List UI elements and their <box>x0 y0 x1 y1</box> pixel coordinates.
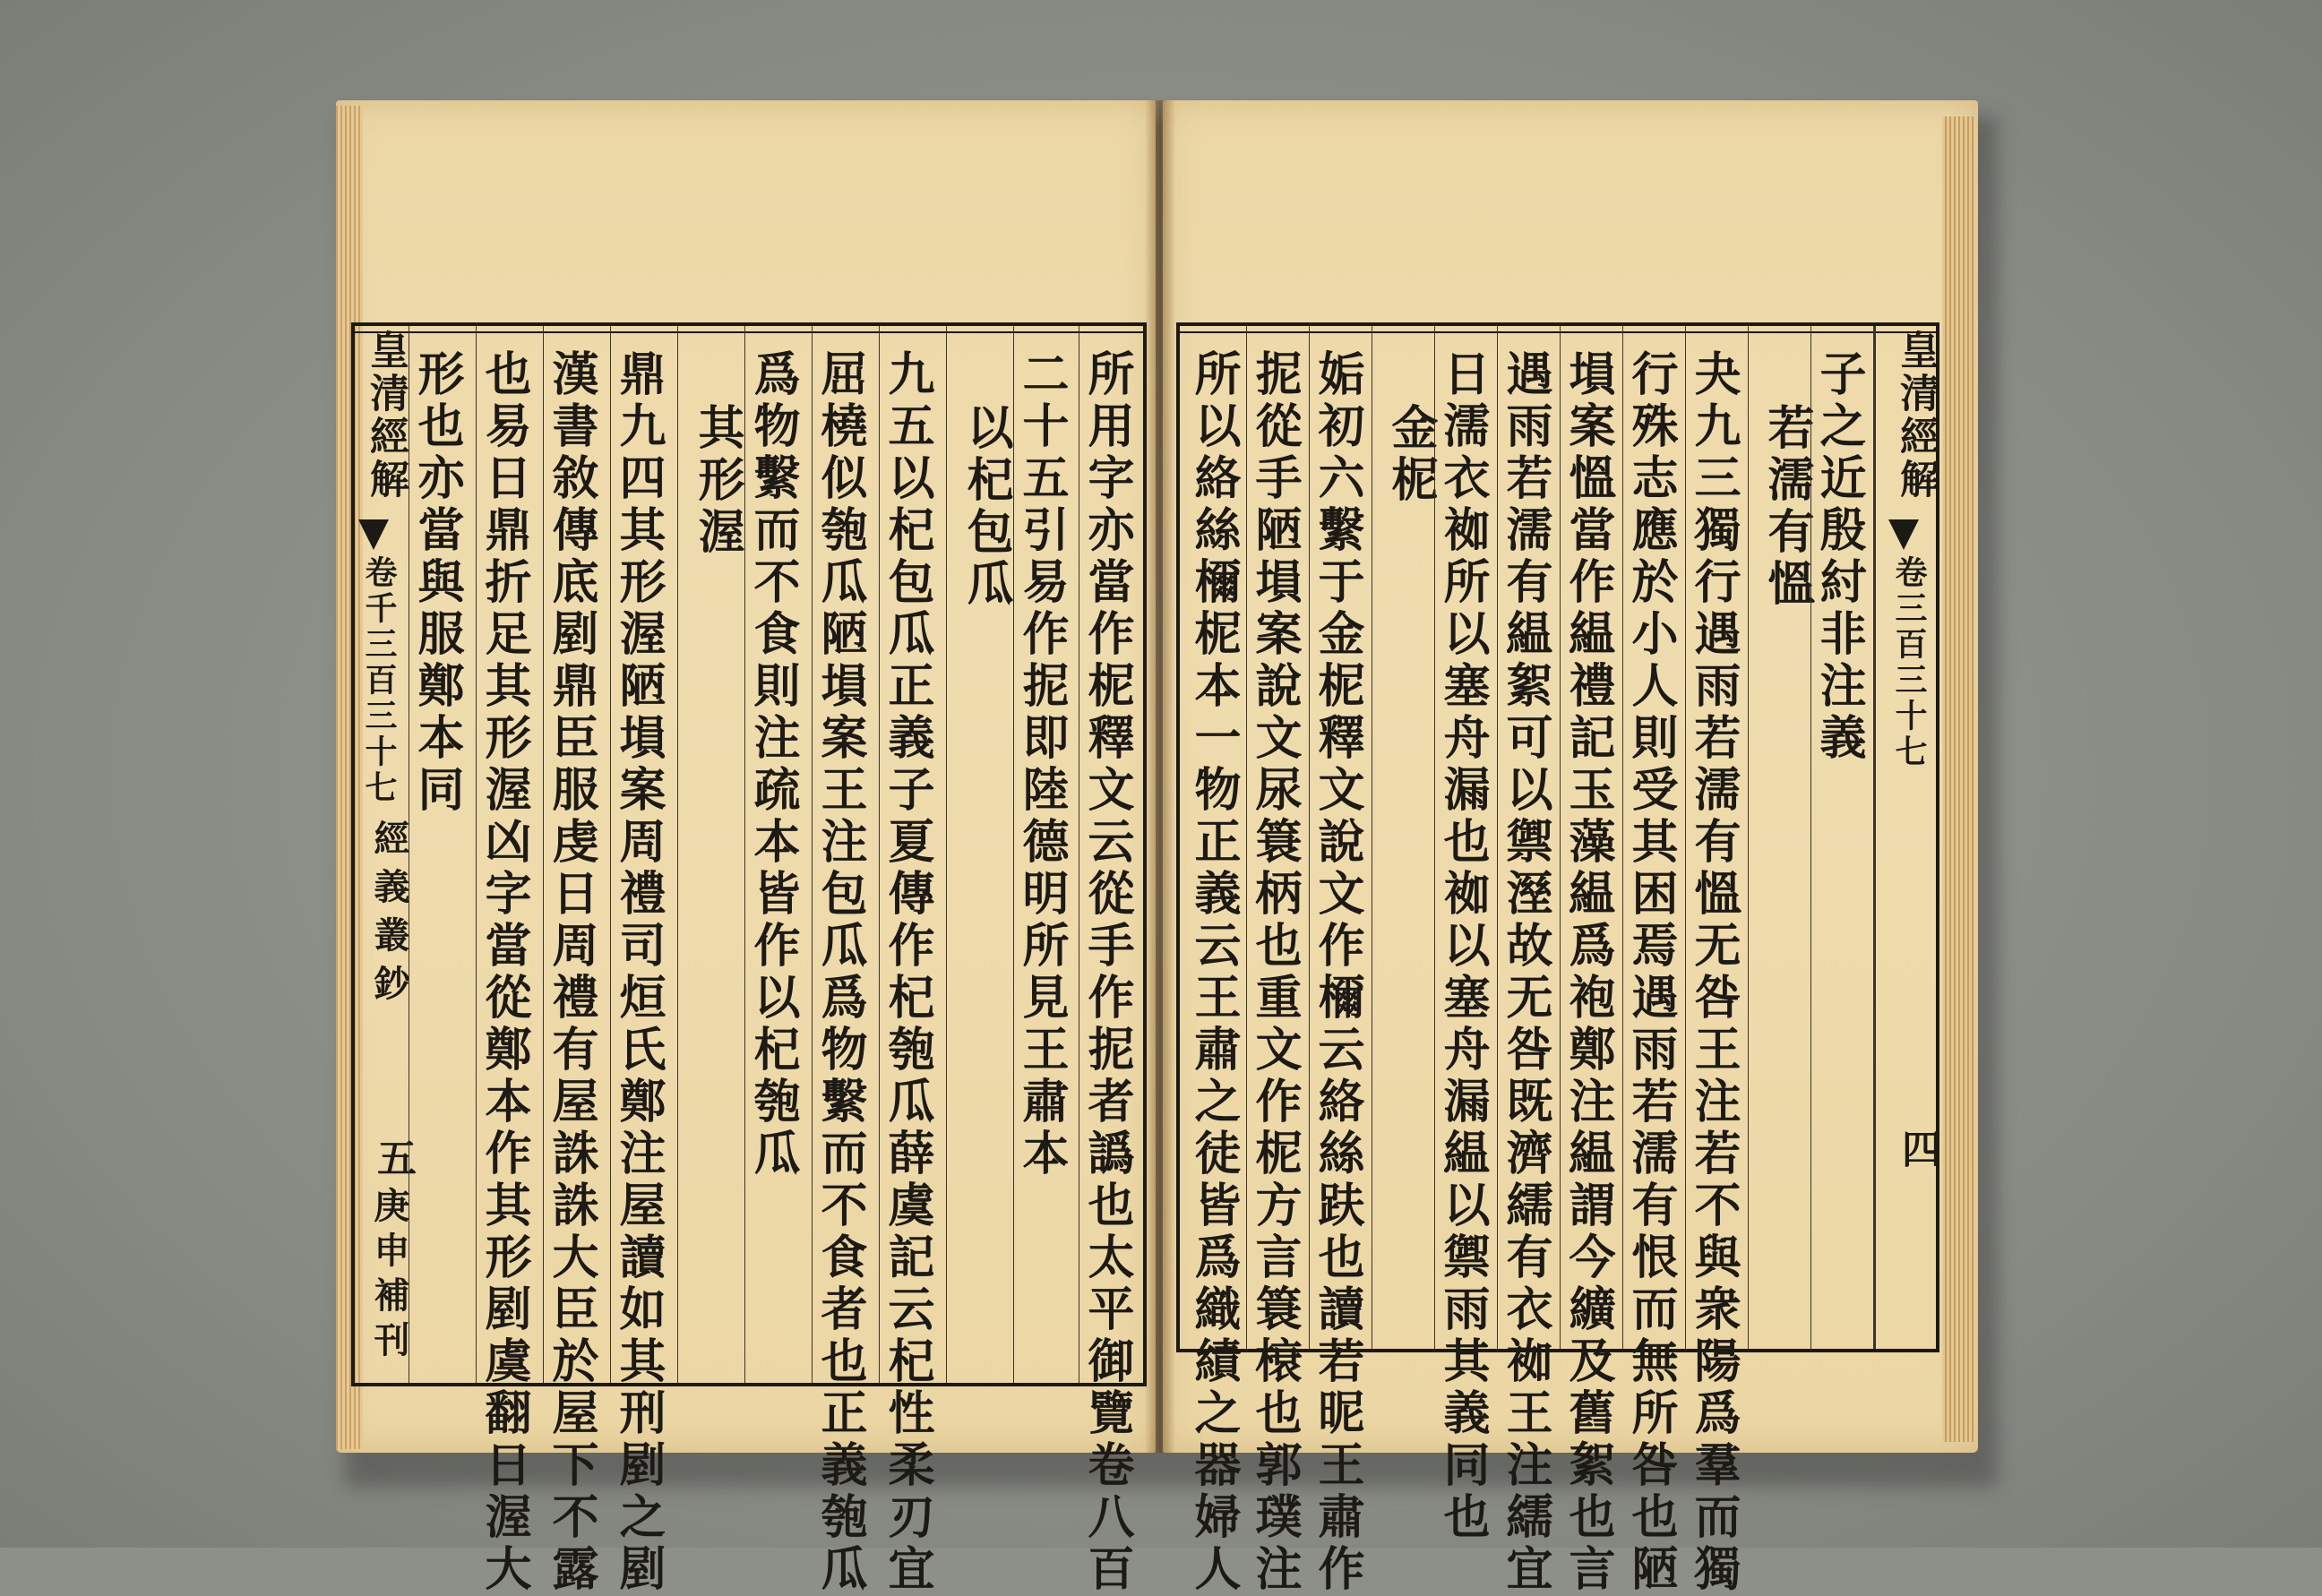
right-column-rule <box>1748 326 1749 1349</box>
left-text-column-9: 以杞包瓜 <box>959 403 1013 611</box>
right-text-column-4: 行殊志應於小人則受其困焉遇雨若濡有恨而無所咎也陋 <box>1623 349 1678 1596</box>
left-text-column-6: 爲物繫而不食則注疏本皆作以杞匏瓜 <box>745 349 800 1180</box>
right-margin-leaf: 四 <box>1895 1128 1940 1171</box>
left-text-column-10: 二十五引易作抳即陸德明所見王肅本 <box>1014 349 1069 1180</box>
right-text-frame <box>1176 322 1939 1596</box>
left-text-frame <box>351 322 1147 1596</box>
left-column-rule <box>677 326 678 1383</box>
right-text-column-7: 日濡衣袽所以塞舟漏也袽以塞舟漏緼以禦雨其義同也 <box>1435 349 1490 1544</box>
right-frame-inner-rule <box>1180 331 1936 333</box>
right-text-column-5: 塤案慍當作緼禮記玉藻緼爲袍鄭注緼謂今纊及舊絮也言 <box>1561 349 1615 1596</box>
left-text-column-4: 鼎九四其形渥陋塤案周禮司烜氏鄭注屋讀如其刑剭之剭 <box>611 349 666 1596</box>
left-text-column-8: 九五以杞包瓜正義子夏傳作杞匏瓜薛虞記云杞性柔刃宜 <box>880 349 934 1596</box>
right-text-column-8: 金柅 <box>1383 403 1438 507</box>
left-text-column-1: 形也亦當與服鄭本同 <box>409 349 464 817</box>
book-gutter <box>1145 100 1175 1453</box>
right-margin-rule <box>1873 326 1876 1349</box>
left-margin-leaf: 五 <box>370 1137 416 1180</box>
right-text-column-11: 所以絡絲檷柅本一物正義云王肅之徒皆爲織績之器婦人 <box>1186 349 1241 1596</box>
left-text-column-2: 也易日鼎折足其形渥凶字當從鄭本作其形剭虞翻日渥大 <box>477 349 531 1596</box>
right-text-column-6: 遇雨若濡有緼絮可以禦溼故无咎既濟繻有衣袽王注繻宜 <box>1498 349 1552 1596</box>
left-text-column-3: 漢書敘傳底剭鼎臣服虔日周禮有屋誅誅大臣於屋下不露 <box>544 349 598 1596</box>
right-text-column-1: 子之近殷紂非注義 <box>1811 349 1866 765</box>
right-page-edges <box>1942 116 1974 1442</box>
right-text-column-10: 抳從手陋塤案說文尿簑柄也重文作柅方言簑榱也郭璞注 <box>1247 349 1302 1596</box>
right-margin-volume: 卷三百三十七 <box>1890 555 1928 770</box>
left-text-column-7: 屈橈似匏瓜陋塤案王注包瓜爲物繫而不食者也正義匏瓜 <box>813 349 867 1596</box>
left-text-column-11: 所用字亦當作柅釋文云從手作抳者譌也太平御覽卷八百 <box>1079 349 1134 1596</box>
left-margin-note: 庚申補刊 <box>368 1187 410 1366</box>
left-column-rule <box>946 326 947 1383</box>
left-margin-title: 皇清經解 <box>363 330 408 502</box>
right-text-column-9: 姤初六繫于金柅釋文說文作檷云絡絲趺也讀若昵王肅作 <box>1310 349 1364 1596</box>
left-margin-collection: 經義叢鈔 <box>368 819 410 1013</box>
right-margin-title: 皇清經解 <box>1893 330 1939 502</box>
left-margin-volume: 卷千三百三十七 <box>360 555 398 806</box>
right-text-column-3: 夬九三獨行遇雨若濡有慍无咎王注若不與衆陽爲羣而獨 <box>1686 349 1741 1596</box>
left-text-column-5: 其形渥 <box>690 403 744 559</box>
left-frame-inner-rule <box>355 331 1143 333</box>
right-text-column-2: 若濡有慍 <box>1759 403 1814 611</box>
